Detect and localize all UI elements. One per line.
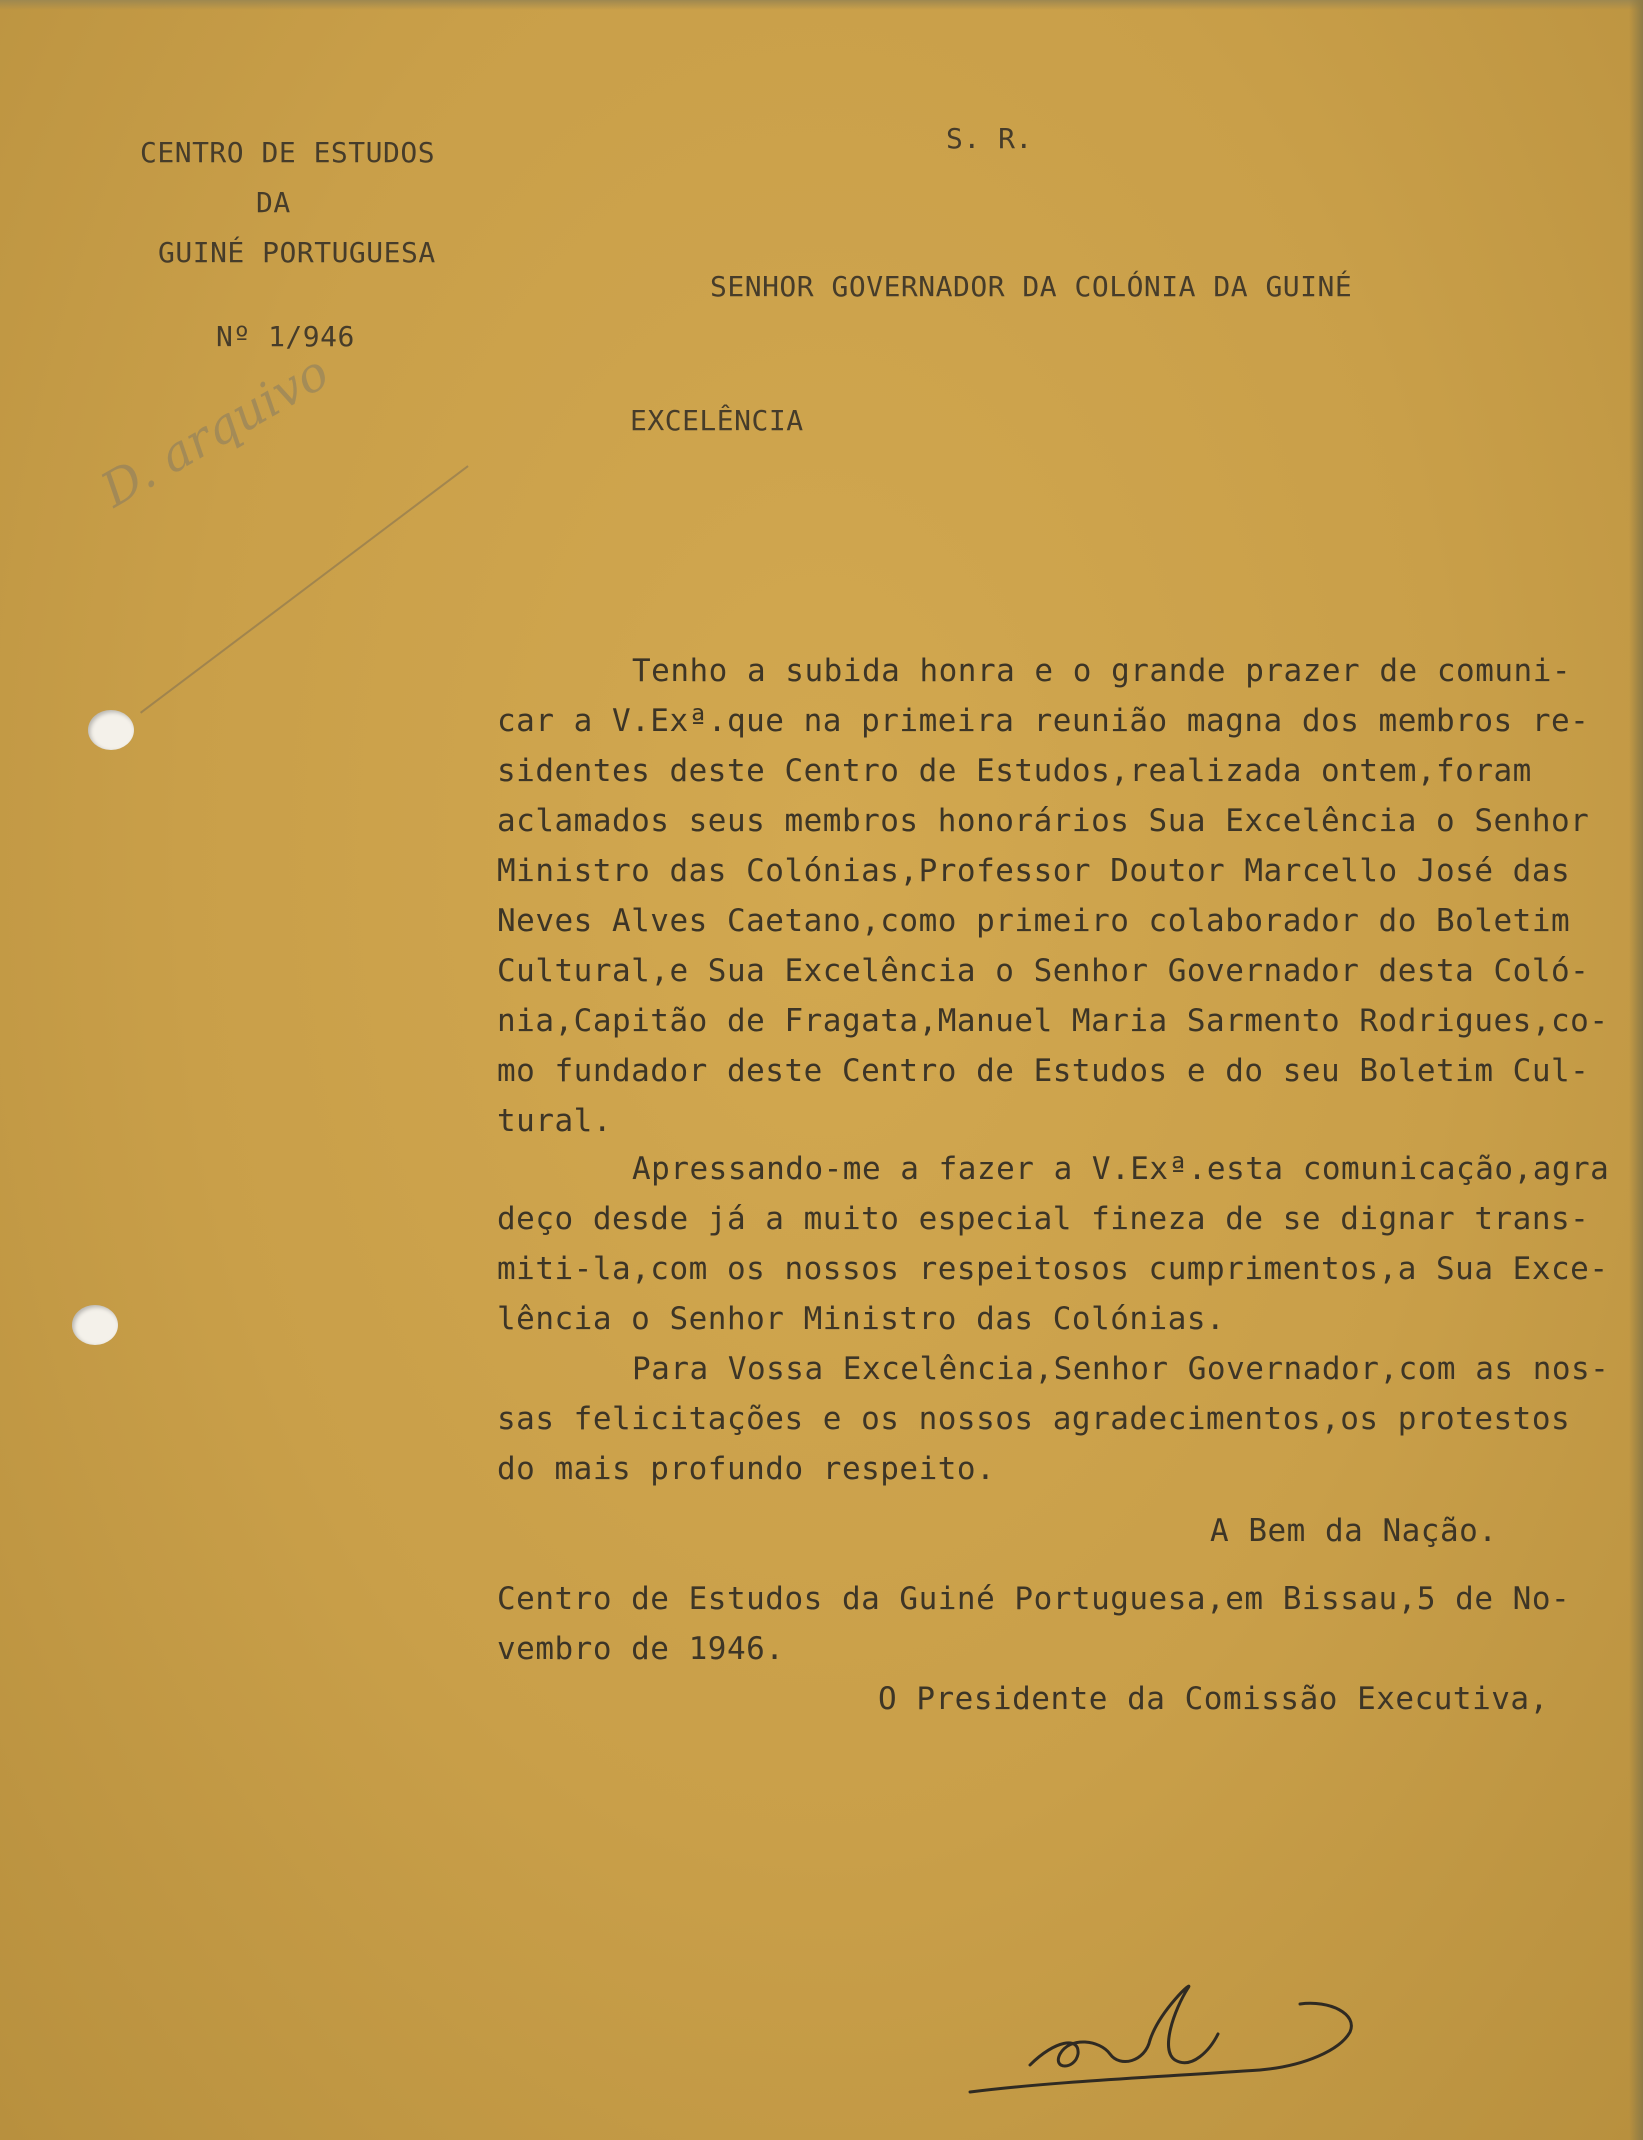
body-paragraph-3 [497,1344,1617,1494]
org-name-line1: CENTRO DE ESTUDOS [140,136,436,169]
org-name-line2: DA [256,186,291,219]
punch-hole-lower [72,1305,118,1345]
text-line: sas felicitações e os nossos agradecimentos,os protestos [497,1401,1571,1437]
place-date-line1: Centro de Estudos da Guiné Portuguesa,em Bissau,5 de No- [497,1581,1571,1617]
text-line: lência o Senhor Ministro das Colónias. [497,1301,1226,1337]
body-paragraph-1 [497,646,1617,1146]
text-line: Apressando-me a fazer a V.Exª.esta comunicação,agra [632,1151,1610,1187]
body-paragraph-2 [497,1144,1617,1344]
text-line: sidentes deste Centro de Estudos,realizada ontem,foram [497,753,1532,789]
salutation: EXCELÊNCIA [630,404,804,437]
place-date-line2: vembro de 1946. [497,1631,785,1667]
text-line: tural. [497,1103,612,1139]
reference-number: Nº 1/946 [216,320,355,353]
text-line: miti-la,com os nossos respeitosos cumprimentos,a Sua Exce- [497,1251,1609,1287]
org-name-line3: GUINÉ PORTUGUESA [158,236,436,269]
text-line: car a V.Exª.que na primeira reunião magna dos membros re- [497,703,1590,739]
text-line: nia,Capitão de Fragata,Manuel Maria Sarmento Rodrigues,co- [497,1003,1609,1039]
pencil-margin-note: D. arquivo [92,344,339,519]
text-line: Ministro das Colónias,Professor Doutor Marcello José das [497,853,1571,889]
text-line: mo fundador deste Centro de Estudos e do seu Boletim Cul- [497,1053,1590,1089]
text-line: Cultural,e Sua Excelência o Senhor Governador desta Coló- [497,953,1590,989]
text-line: aclamados seus membros honorários Sua Excelência o Senhor [497,803,1590,839]
text-line: deço desde já a muito especial fineza de se dignar trans- [497,1201,1590,1237]
addressee-line: SENHOR GOVERNADOR DA COLÓNIA DA GUINÉ [710,270,1353,303]
punch-hole-upper [88,710,134,750]
text-line: do mais profundo respeito. [497,1451,996,1487]
text-line: Tenho a subida honra e o grande prazer de comuni- [632,653,1572,689]
text-line: Neves Alves Caetano,como primeiro colaborador do Boletim [497,903,1571,939]
pencil-stroke [140,465,469,713]
closing-motto: A Bem da Nação. [1210,1513,1498,1549]
text-line: Para Vossa Excelência,Senhor Governador,com as nos- [632,1351,1610,1387]
signature-mark [960,1970,1360,2110]
signatory-title: O Presidente da Comissão Executiva, [878,1681,1549,1717]
classification-code: S. R. [946,122,1033,155]
